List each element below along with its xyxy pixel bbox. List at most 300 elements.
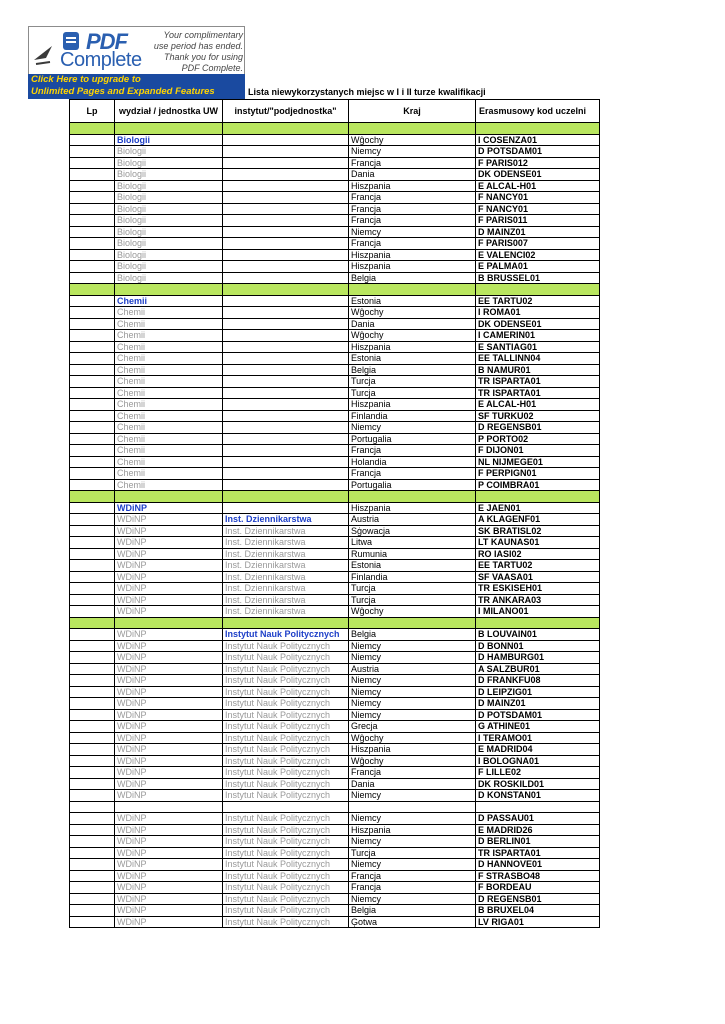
country-cell: Niemcy (349, 790, 476, 802)
promo-line: PDF Complete. (181, 63, 243, 73)
lp-cell (70, 537, 115, 549)
erasmus-code-cell: E ALCAL-H01 (476, 399, 600, 411)
erasmus-code-cell: I BOLOGNA01 (476, 755, 600, 767)
lp-cell (70, 468, 115, 480)
empty-cell (476, 491, 600, 503)
empty-cell (70, 801, 115, 813)
erasmus-code-cell: E VALENCI02 (476, 249, 600, 261)
erasmus-code-cell: D MAINZ01 (476, 226, 600, 238)
faculty-cell: WDiNP (115, 790, 223, 802)
faculty-cell: Biologii (115, 238, 223, 250)
erasmus-code-cell: F NANCY01 (476, 192, 600, 204)
country-cell: Belgia (349, 364, 476, 376)
faculty-cell: WDiNP (115, 675, 223, 687)
institute-cell (223, 307, 349, 319)
erasmus-code-cell: B BRUSSEL01 (476, 272, 600, 284)
institute-cell: Instytut Nauk Politycznych (223, 824, 349, 836)
erasmus-code-cell: TR ISPARTA01 (476, 387, 600, 399)
logo-pdf-text: PDF (86, 29, 127, 54)
erasmus-code-cell: F PARIS012 (476, 157, 600, 169)
document-title: Lista niewykorzystanych miejsc w I i II turze kwalifikacji (248, 87, 486, 97)
table-row (70, 502, 600, 514)
faculty-cell: Chemii (115, 456, 223, 468)
faculty-cell: Chemii (115, 364, 223, 376)
faculty-cell: WDiNP (115, 606, 223, 618)
erasmus-code-cell: NL NIJMEGE01 (476, 456, 600, 468)
country-cell: Wĝochy (349, 330, 476, 342)
institute-cell (223, 226, 349, 238)
lp-cell (70, 571, 115, 583)
country-cell: Turcja (349, 847, 476, 859)
erasmus-code-cell: E PALMA01 (476, 261, 600, 273)
erasmus-code-cell: EE TARTU02 (476, 295, 600, 307)
table-row (70, 813, 600, 825)
faculty-cell: WDiNP (115, 847, 223, 859)
table-row (70, 249, 600, 261)
erasmus-code-cell: D POTSDAM01 (476, 146, 600, 158)
empty-cell (476, 617, 600, 629)
table-row (70, 456, 600, 468)
lp-cell (70, 824, 115, 836)
erasmus-code-cell: LV RIGA01 (476, 916, 600, 928)
faculty-cell: WDiNP (115, 732, 223, 744)
erasmus-code-cell: F LILLE02 (476, 767, 600, 779)
table-row (70, 744, 600, 756)
empty-cell (115, 491, 223, 503)
table-row (70, 180, 600, 192)
country-cell: Austria (349, 514, 476, 526)
institute-cell (223, 295, 349, 307)
faculty-cell: WDiNP (115, 698, 223, 710)
empty-cell (70, 123, 115, 135)
faculty-cell: Biologii (115, 261, 223, 273)
faculty-cell: WDiNP (115, 767, 223, 779)
erasmus-code-cell: RO IASI02 (476, 548, 600, 560)
institute-cell: Instytut Nauk Politycznych (223, 675, 349, 687)
faculty-cell: Chemii (115, 479, 223, 491)
erasmus-code-cell: D FRANKFU08 (476, 675, 600, 687)
erasmus-code-cell: A SALZBUR01 (476, 663, 600, 675)
header-country: Kraj (349, 100, 476, 123)
faculty-cell: WDiNP (115, 502, 223, 514)
lp-cell (70, 548, 115, 560)
country-cell: Niemcy (349, 226, 476, 238)
country-cell: Francja (349, 215, 476, 227)
lp-cell (70, 433, 115, 445)
institute-cell: Instytut Nauk Politycznych (223, 870, 349, 882)
erasmus-code-cell: DK ODENSE01 (476, 318, 600, 330)
erasmus-code-cell: D HAMBURG01 (476, 652, 600, 664)
institute-cell (223, 203, 349, 215)
erasmus-code-cell: I MILANO01 (476, 606, 600, 618)
country-cell: Niemcy (349, 422, 476, 434)
table-row (70, 272, 600, 284)
erasmus-code-cell: F DIJON01 (476, 445, 600, 457)
institute-cell: Instytut Nauk Politycznych (223, 847, 349, 859)
table-row (70, 468, 600, 480)
table-row (70, 318, 600, 330)
table-row (70, 364, 600, 376)
country-cell: Niemcy (349, 709, 476, 721)
lp-cell (70, 203, 115, 215)
lp-cell (70, 180, 115, 192)
institute-cell: Instytut Nauk Politycznych (223, 744, 349, 756)
faculty-cell: WDiNP (115, 663, 223, 675)
country-cell: Dania (349, 778, 476, 790)
lp-cell (70, 836, 115, 848)
lp-cell (70, 330, 115, 342)
country-cell: Estonia (349, 560, 476, 572)
country-cell: Holandia (349, 456, 476, 468)
institute-cell (223, 157, 349, 169)
lp-cell (70, 686, 115, 698)
erasmus-code-cell: D POTSDAM01 (476, 709, 600, 721)
institute-cell (223, 134, 349, 146)
faculty-cell: WDiNP (115, 583, 223, 595)
country-cell: Hiszpania (349, 744, 476, 756)
institute-cell: Instytut Nauk Politycznych (223, 629, 349, 641)
faculty-cell: Chemii (115, 387, 223, 399)
country-cell: Litwa (349, 537, 476, 549)
institute-cell: Instytut Nauk Politycznych (223, 709, 349, 721)
institute-cell (223, 433, 349, 445)
country-cell: Portugalia (349, 479, 476, 491)
institute-cell (223, 272, 349, 284)
lp-cell (70, 870, 115, 882)
upgrade-line[interactable]: Unlimited Pages and Expanded Features (31, 86, 215, 97)
table-row (70, 376, 600, 388)
institute-cell: Instytut Nauk Politycznych (223, 836, 349, 848)
table-row (70, 755, 600, 767)
institute-cell (223, 318, 349, 330)
country-cell: Turcja (349, 583, 476, 595)
institute-cell (223, 445, 349, 457)
lp-cell (70, 514, 115, 526)
lp-cell (70, 272, 115, 284)
erasmus-code-cell: SK BRATISL02 (476, 525, 600, 537)
table-row (70, 295, 600, 307)
empty-cell (349, 284, 476, 296)
lp-cell (70, 307, 115, 319)
table-body (70, 123, 600, 928)
country-cell: Austria (349, 663, 476, 675)
upgrade-link[interactable] (28, 74, 245, 99)
faculty-cell: WDiNP (115, 859, 223, 871)
lp-cell (70, 410, 115, 422)
faculty-cell: Chemii (115, 341, 223, 353)
lp-cell (70, 399, 115, 411)
faculty-cell: Biologii (115, 146, 223, 158)
institute-cell: Instytut Nauk Politycznych (223, 893, 349, 905)
country-cell: Niemcy (349, 698, 476, 710)
erasmus-code-cell: D KONSTAN01 (476, 790, 600, 802)
country-cell: Niemcy (349, 859, 476, 871)
empty-cell (476, 123, 600, 135)
table-row (70, 410, 600, 422)
table-row (70, 479, 600, 491)
country-cell: Turcja (349, 376, 476, 388)
faculty-cell: WDiNP (115, 537, 223, 549)
empty-cell (476, 801, 600, 813)
country-cell: Francja (349, 445, 476, 457)
faculty-cell: WDiNP (115, 560, 223, 572)
lp-cell (70, 226, 115, 238)
faculty-cell: WDiNP (115, 686, 223, 698)
lp-cell (70, 916, 115, 928)
promo-message (140, 30, 243, 74)
lp-cell (70, 341, 115, 353)
lp-cell (70, 905, 115, 917)
table-row (70, 203, 600, 215)
faculty-cell: WDiNP (115, 836, 223, 848)
erasmus-code-cell: E MADRID26 (476, 824, 600, 836)
lp-cell (70, 387, 115, 399)
table-row (70, 893, 600, 905)
table-row (70, 560, 600, 572)
country-cell: Rumunia (349, 548, 476, 560)
lp-cell (70, 732, 115, 744)
table-row (70, 824, 600, 836)
lp-cell (70, 675, 115, 687)
institute-cell (223, 341, 349, 353)
institute-cell (223, 399, 349, 411)
faculty-cell: Biologii (115, 157, 223, 169)
lp-cell (70, 847, 115, 859)
erasmus-code-cell: D REGENSB01 (476, 422, 600, 434)
erasmus-code-cell: I CAMERIN01 (476, 330, 600, 342)
faculty-cell: WDiNP (115, 594, 223, 606)
empty-cell (349, 123, 476, 135)
country-cell: Belgia (349, 272, 476, 284)
lp-cell (70, 767, 115, 779)
erasmus-code-cell: I ROMA01 (476, 307, 600, 319)
erasmus-code-cell: D HANNOVE01 (476, 859, 600, 871)
faculty-cell: Chemii (115, 399, 223, 411)
erasmus-code-cell: DK ROSKILD01 (476, 778, 600, 790)
erasmus-code-cell: D BONN01 (476, 640, 600, 652)
faculty-cell: WDiNP (115, 744, 223, 756)
table-row (70, 916, 600, 928)
lp-cell (70, 640, 115, 652)
empty-cell (349, 801, 476, 813)
faculty-cell: WDiNP (115, 652, 223, 664)
country-cell: Francja (349, 767, 476, 779)
institute-cell: Inst. Dziennikarstwa (223, 560, 349, 572)
faculty-cell: Biologii (115, 180, 223, 192)
faculty-cell: WDiNP (115, 640, 223, 652)
erasmus-code-cell: P PORTO02 (476, 433, 600, 445)
faculty-cell: WDiNP (115, 778, 223, 790)
lp-cell (70, 192, 115, 204)
institute-cell: Inst. Dziennikarstwa (223, 514, 349, 526)
promo-line: Your complimentary (163, 30, 243, 40)
country-cell: Hiszpania (349, 502, 476, 514)
empty-cell (223, 617, 349, 629)
table-row (70, 721, 600, 733)
institute-cell: Instytut Nauk Politycznych (223, 859, 349, 871)
erasmus-code-cell: D BERLIN01 (476, 836, 600, 848)
country-cell: Hiszpania (349, 180, 476, 192)
empty-cell (70, 617, 115, 629)
table-row (70, 767, 600, 779)
empty-cell (349, 491, 476, 503)
table-row (70, 169, 600, 181)
erasmus-code-cell: B BRUXEL04 (476, 905, 600, 917)
faculty-cell: Chemii (115, 433, 223, 445)
table-row (70, 686, 600, 698)
table-row (70, 870, 600, 882)
erasmus-code-cell: B LOUVAIN01 (476, 629, 600, 641)
institute-cell: Inst. Dziennikarstwa (223, 606, 349, 618)
empty-cell (115, 123, 223, 135)
empty-cell (115, 284, 223, 296)
institute-cell: Instytut Nauk Politycznych (223, 778, 349, 790)
country-cell: Turcja (349, 387, 476, 399)
institute-cell: Instytut Nauk Politycznych (223, 686, 349, 698)
erasmus-code-cell: EE TALLINN04 (476, 353, 600, 365)
erasmus-code-cell: E SANTIAG01 (476, 341, 600, 353)
country-cell: Niemcy (349, 836, 476, 848)
erasmus-code-cell: F PARIS011 (476, 215, 600, 227)
country-cell: Dania (349, 318, 476, 330)
country-cell: Wĝochy (349, 606, 476, 618)
upgrade-line[interactable]: Click Here to upgrade to (31, 74, 141, 85)
faculty-cell: Chemii (115, 307, 223, 319)
erasmus-code-cell: TR ISPARTA01 (476, 376, 600, 388)
lp-cell (70, 778, 115, 790)
erasmus-code-cell: I TERAMO01 (476, 732, 600, 744)
logo-complete-text: Complete (60, 49, 142, 71)
faculty-cell: Chemii (115, 468, 223, 480)
lp-cell (70, 146, 115, 158)
empty-cell (223, 801, 349, 813)
country-cell: Francja (349, 203, 476, 215)
erasmus-code-cell: D LEIPZIG01 (476, 686, 600, 698)
country-cell: Belgia (349, 905, 476, 917)
country-cell: Hiszpania (349, 399, 476, 411)
country-cell: Portugalia (349, 433, 476, 445)
faculty-cell: WDiNP (115, 571, 223, 583)
lp-cell (70, 606, 115, 618)
lp-cell (70, 629, 115, 641)
lp-cell (70, 525, 115, 537)
lp-cell (70, 249, 115, 261)
promo-line: Thank you for using (163, 52, 243, 62)
table-row (70, 583, 600, 595)
faculty-cell: WDiNP (115, 870, 223, 882)
empty-cell (70, 491, 115, 503)
country-cell: Wĝochy (349, 732, 476, 744)
faculty-cell: Chemii (115, 445, 223, 457)
faculty-cell: WDiNP (115, 882, 223, 894)
institute-cell: Instytut Nauk Politycznych (223, 732, 349, 744)
empty-cell (349, 617, 476, 629)
faculty-cell: Chemii (115, 376, 223, 388)
lp-cell (70, 157, 115, 169)
table-row (70, 882, 600, 894)
institute-cell: Instytut Nauk Politycznych (223, 905, 349, 917)
table-row (70, 732, 600, 744)
erasmus-code-cell: TR ANKARA03 (476, 594, 600, 606)
lp-cell (70, 318, 115, 330)
country-cell: Niemcy (349, 893, 476, 905)
empty-cell (115, 801, 223, 813)
country-cell: Wĝochy (349, 755, 476, 767)
table-row (70, 399, 600, 411)
pen-bird-icon (32, 42, 56, 68)
erasmus-code-cell: A KLAGENF01 (476, 514, 600, 526)
table-row (70, 445, 600, 457)
country-cell: Belgia (349, 629, 476, 641)
erasmus-code-cell: D MAINZ01 (476, 698, 600, 710)
institute-cell (223, 192, 349, 204)
section-divider-row (70, 617, 600, 629)
erasmus-code-cell: F PARIS007 (476, 238, 600, 250)
faculty-cell: Chemii (115, 295, 223, 307)
table-row (70, 146, 600, 158)
erasmus-code-cell: F NANCY01 (476, 203, 600, 215)
country-cell: Hiszpania (349, 341, 476, 353)
vacancy-table (69, 99, 600, 928)
country-cell: Ģotwa (349, 916, 476, 928)
lp-cell (70, 583, 115, 595)
table-header-row (70, 100, 600, 123)
country-cell: Francja (349, 870, 476, 882)
country-cell: Wĝochy (349, 134, 476, 146)
faculty-cell: WDiNP (115, 905, 223, 917)
institute-cell: Inst. Dziennikarstwa (223, 548, 349, 560)
country-cell: Niemcy (349, 146, 476, 158)
institute-cell (223, 180, 349, 192)
institute-cell (223, 479, 349, 491)
lp-cell (70, 295, 115, 307)
country-cell: Grecja (349, 721, 476, 733)
erasmus-code-cell: I COSENZA01 (476, 134, 600, 146)
lp-cell (70, 261, 115, 273)
lp-cell (70, 479, 115, 491)
lp-cell (70, 893, 115, 905)
institute-cell (223, 422, 349, 434)
lp-cell (70, 422, 115, 434)
country-cell: Francja (349, 468, 476, 480)
faculty-cell: WDiNP (115, 514, 223, 526)
institute-cell: Instytut Nauk Politycznych (223, 652, 349, 664)
table-row (70, 594, 600, 606)
country-cell: Francja (349, 157, 476, 169)
table-row (70, 341, 600, 353)
section-divider-row (70, 491, 600, 503)
institute-cell: Instytut Nauk Politycznych (223, 813, 349, 825)
table-row (70, 847, 600, 859)
faculty-cell: WDiNP (115, 525, 223, 537)
table-row (70, 698, 600, 710)
institute-cell (223, 215, 349, 227)
lp-cell (70, 709, 115, 721)
country-cell: Wĝochy (349, 307, 476, 319)
lp-cell (70, 215, 115, 227)
faculty-cell: Chemii (115, 422, 223, 434)
country-cell: Dania (349, 169, 476, 181)
country-cell: Sġowacja (349, 525, 476, 537)
faculty-cell: WDiNP (115, 548, 223, 560)
institute-cell (223, 456, 349, 468)
table-row (70, 215, 600, 227)
empty-cell (476, 284, 600, 296)
institute-cell (223, 364, 349, 376)
faculty-cell: WDiNP (115, 813, 223, 825)
table-row (70, 330, 600, 342)
lp-cell (70, 813, 115, 825)
